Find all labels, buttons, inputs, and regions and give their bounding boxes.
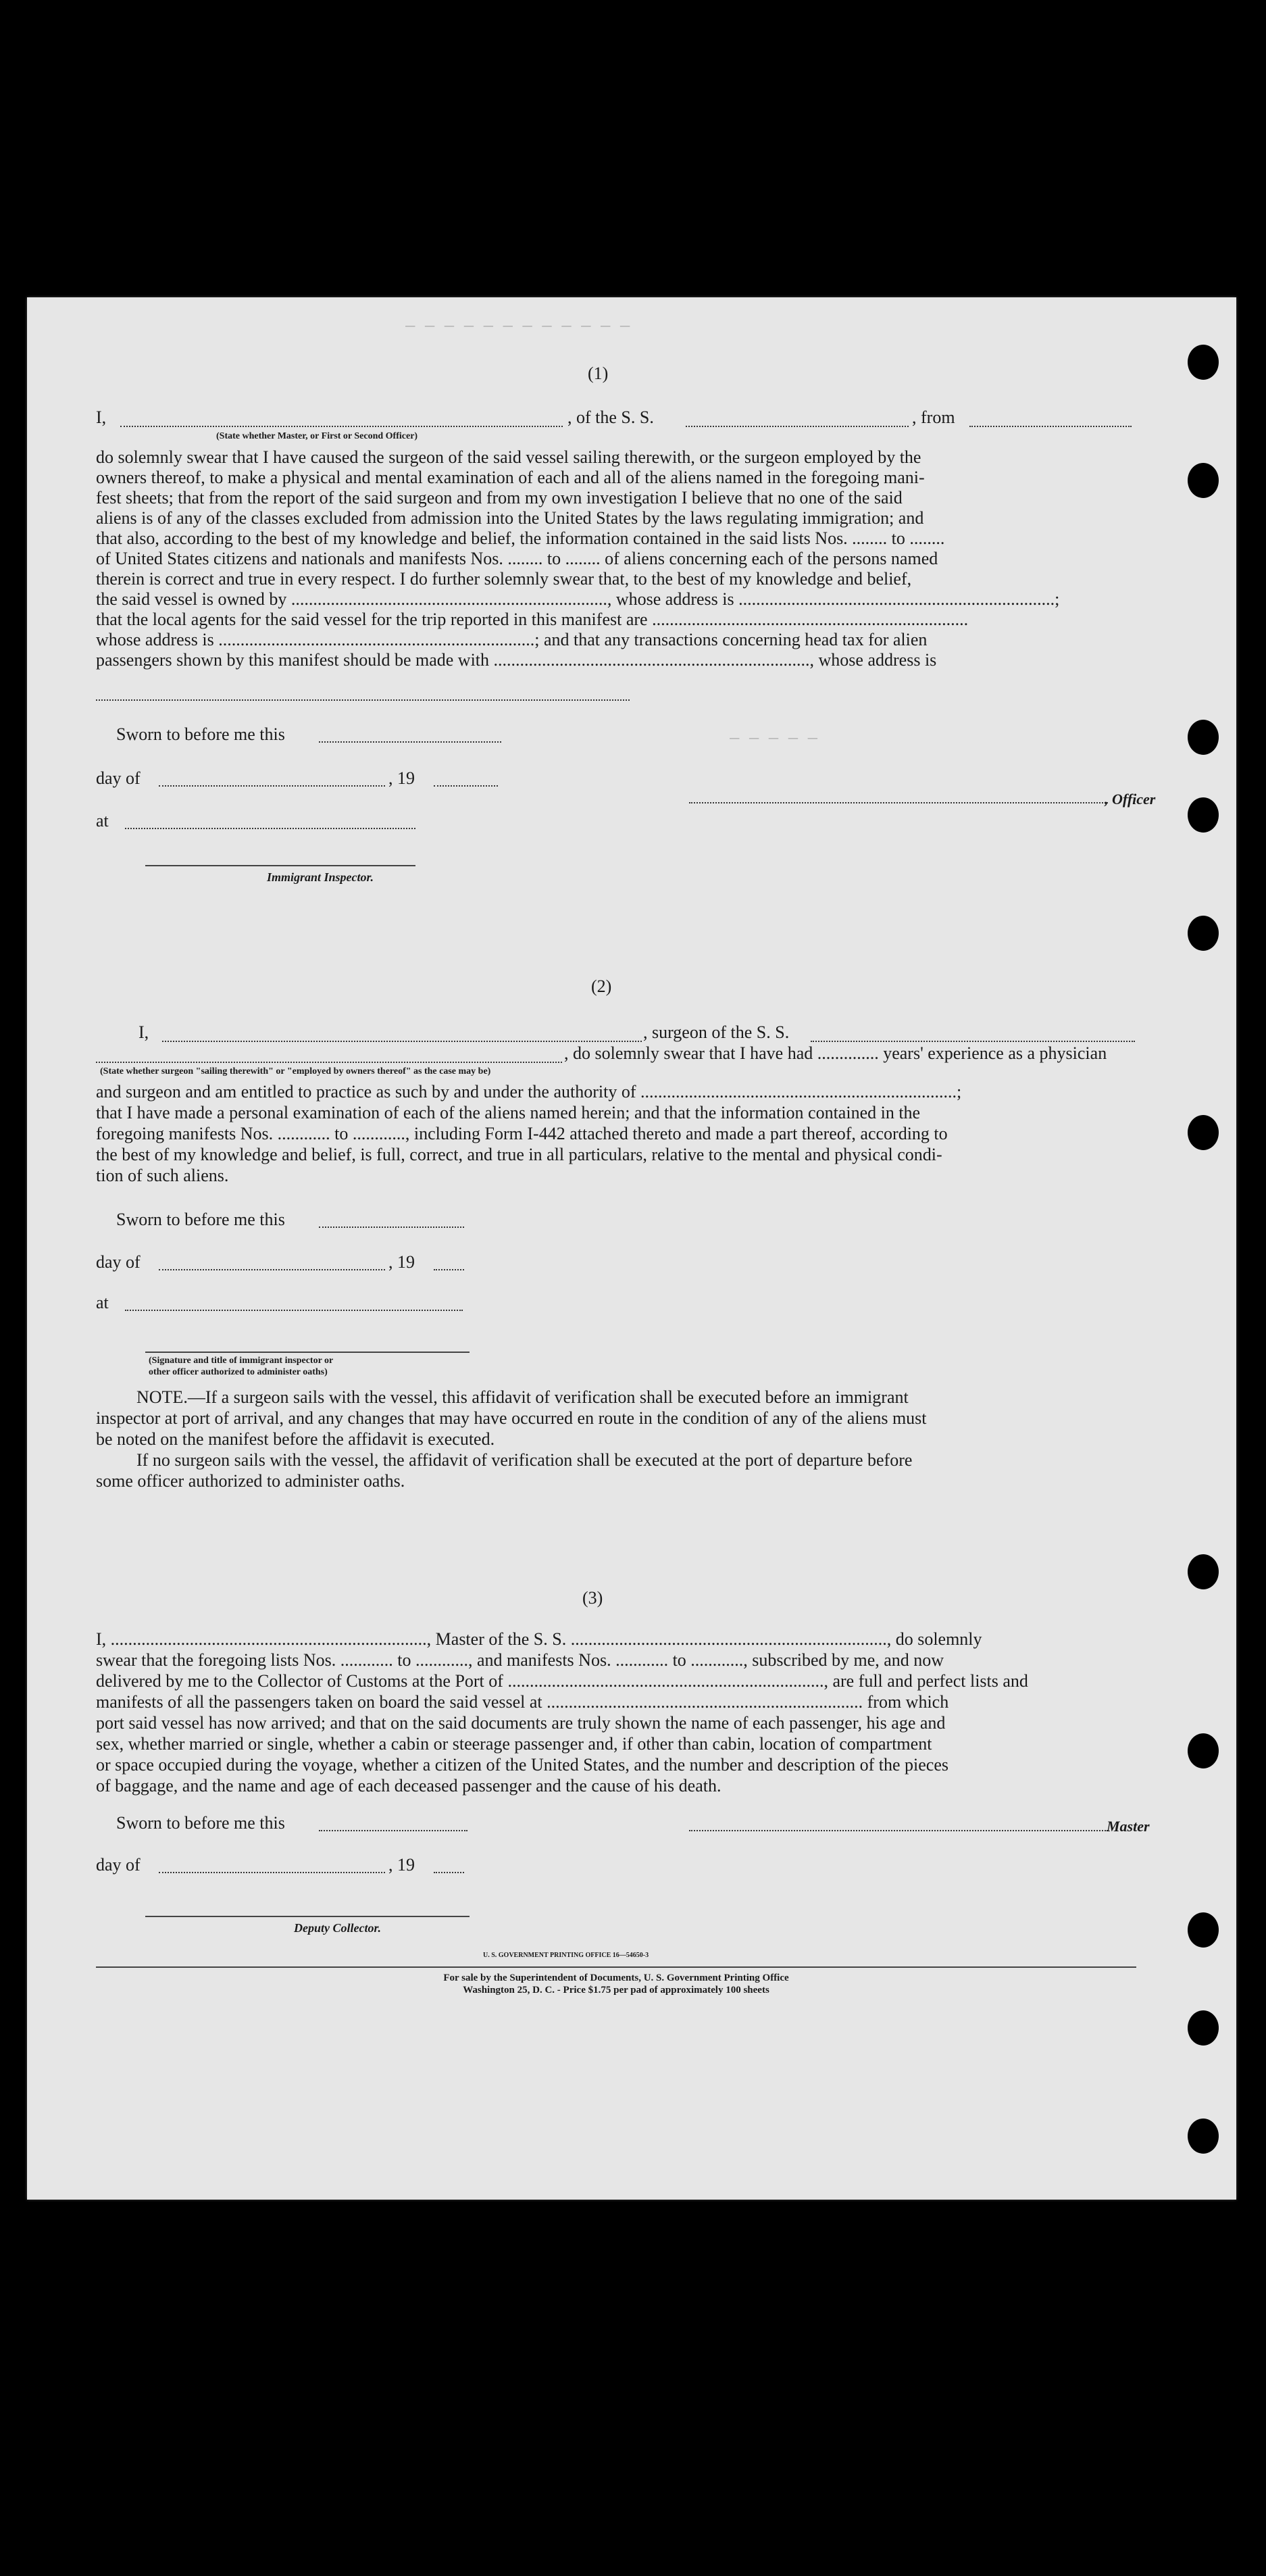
section-number: (3): [582, 1588, 603, 1608]
day-of-label: day of: [96, 1252, 141, 1272]
footer-rule: [96, 1966, 1136, 1968]
text-line: therein is correct and true in every respect. I do further solemnly swear that, to the best of my knowledge and belief,: [96, 569, 912, 589]
from-label: , from: [912, 407, 955, 427]
text-line: fest sheets; that from the report of the said surgeon and from my own investigation I believe that no one of the said: [96, 488, 903, 507]
collector-label: Deputy Collector.: [294, 1921, 381, 1935]
punch-hole: [1188, 916, 1219, 951]
vessel-name-field[interactable]: [686, 426, 909, 427]
inspector-signature-line[interactable]: [145, 865, 415, 866]
day-of-label: day of: [96, 768, 141, 788]
year-field[interactable]: [434, 1872, 464, 1873]
text-line: owners thereof, to make a physical and mental examination of each and all of the aliens named in the foregoing mani-: [96, 468, 925, 487]
at-label: at: [96, 1293, 109, 1312]
location-field[interactable]: [125, 828, 415, 829]
year-label: , 19: [388, 768, 415, 788]
text-line: port said vessel has now arrived; and that on the said documents are truly shown the name of each passenger, his age and: [96, 1713, 946, 1733]
officer-caption: (State whether Master, or First or Second Officer): [216, 431, 418, 441]
punch-hole: [1188, 1733, 1219, 1768]
bleed-through-text: — — — — —: [730, 730, 818, 749]
signature-caption: (Signature and title of immigrant inspector or: [149, 1356, 334, 1366]
punch-hole: [1188, 1115, 1219, 1150]
section-number: (2): [591, 976, 612, 996]
footer-line: For sale by the Superintendent of Documents, U. S. Government Printing Office: [443, 1973, 789, 1983]
text-line: swear that the foregoing lists Nos. ............ to ............, and manifests Nos. ............ to ............, subscribed by me, and now: [96, 1650, 944, 1670]
oath-prefix: I,: [96, 407, 107, 427]
surgeon-experience-line: , do solemnly swear that I have had .............. years' experience as a physician: [564, 1043, 1107, 1063]
text-line: or space occupied during the voyage, whether a citizen of the United States, and the number and description of the pieces: [96, 1755, 949, 1775]
location-field[interactable]: [125, 1310, 463, 1311]
sworn-label: Sworn to before me this: [116, 724, 285, 744]
section3-body: [96, 1629, 1136, 1796]
signature-caption: other officer authorized to administer oaths): [149, 1367, 328, 1377]
punch-hole: [1188, 797, 1219, 833]
text-line: aliens is of any of the classes excluded from admission into the United States by the laws regulating immigration; and: [96, 508, 924, 528]
month-field[interactable]: [159, 1872, 385, 1873]
sworn-date-field[interactable]: [319, 1830, 467, 1831]
at-label: at: [96, 811, 109, 831]
punch-hole: [1188, 1554, 1219, 1589]
master-signature-field[interactable]: [689, 1830, 1108, 1831]
officer-name-field[interactable]: [120, 426, 563, 427]
master-label: Master: [1107, 1818, 1150, 1835]
text-line: that the local agents for the said vessel for the trip reported in this manifest are ........................................................................: [96, 610, 969, 629]
punch-hole: [1188, 1912, 1219, 1948]
sworn-label: Sworn to before me this: [116, 1210, 285, 1229]
punch-hole: [1188, 345, 1219, 380]
text-line: passengers shown by this manifest should be made with ........................................................................, whose address is: [96, 650, 937, 670]
text-line: that I have made a personal examination of each of the aliens named herein; and that the information contained in the: [96, 1103, 921, 1122]
year-label: , 19: [388, 1252, 415, 1272]
text-line: I, ........................................................................, Master of the S. S. ........................................................................, do solemnly: [96, 1629, 982, 1649]
agent-address-field[interactable]: [96, 699, 630, 701]
text-line: of baggage, and the name and age of each deceased passenger and the cause of his death.: [96, 1776, 721, 1795]
text-line: manifests of all the passengers taken on board the said vessel at ........................................................................ from which: [96, 1692, 949, 1712]
punch-hole: [1188, 720, 1219, 755]
year-field[interactable]: [434, 1269, 464, 1270]
text-line: and surgeon and am entitled to practice as such by and under the authority of ........................................................................;: [96, 1082, 962, 1101]
section1-body: [96, 447, 1136, 670]
text-line: the best of my knowledge and belief, is full, correct, and true in all particulars, relative to the mental and physical condi-: [96, 1145, 942, 1164]
note-line: be noted on the manifest before the affidavit is executed.: [96, 1429, 495, 1449]
surgeon-name-field[interactable]: [162, 1041, 642, 1042]
note-line: If no surgeon sails with the vessel, the affidavit of verification shall be executed at the port of departure before: [136, 1450, 913, 1470]
note-line: inspector at port of arrival, and any changes that may have occurred en route in the condition of any of the aliens must: [96, 1408, 927, 1428]
officer-signature-field[interactable]: [689, 802, 1108, 803]
bleed-through-text: — — — — — — — — — — — —: [405, 318, 630, 337]
surgeon-caption: (State whether surgeon "sailing therewith" or "employed by owners thereof" as the case may be): [100, 1066, 491, 1076]
footer-line: Washington 25, D. C. - Price $1.75 per pad of approximately 100 sheets: [463, 1985, 769, 1996]
surgeon-of-ss: , surgeon of the S. S.: [643, 1022, 790, 1042]
text-line: delivered by me to the Collector of Customs at the Port of ........................................................................, are full and perfect lists and: [96, 1671, 1028, 1691]
manifest-sheet: [27, 297, 1236, 2200]
collector-signature-line[interactable]: [145, 1916, 470, 1917]
sworn-label: Sworn to before me this: [116, 1813, 285, 1833]
note-line: NOTE.—If a surgeon sails with the vessel, this affidavit of verification shall be executed before an immigrant: [136, 1387, 909, 1407]
inspector-label: Immigrant Inspector.: [267, 870, 374, 884]
note-line: some officer authorized to administer oaths.: [96, 1471, 405, 1491]
sworn-date-field[interactable]: [319, 1227, 464, 1228]
day-of-label: day of: [96, 1855, 141, 1875]
year-field[interactable]: [434, 785, 498, 787]
surgeon-status-field[interactable]: [96, 1062, 562, 1063]
oath-prefix: I,: [138, 1022, 149, 1042]
officer-label: , Officer: [1105, 791, 1156, 808]
of-the-ss: , of the S. S.: [567, 407, 654, 427]
text-line: do solemnly swear that I have caused the surgeon of the said vessel sailing therewith, or the surgeon employed by the: [96, 447, 921, 467]
section2-body: [96, 1081, 1136, 1186]
section-number: (1): [588, 364, 609, 383]
departure-port-field[interactable]: [969, 426, 1132, 427]
text-line: the said vessel is owned by ........................................................................, whose address is ........................................................................;: [96, 589, 1060, 609]
note-block: [96, 1387, 1136, 1491]
sworn-date-field[interactable]: [319, 741, 501, 743]
gpo-imprint: U. S. GOVERNMENT PRINTING OFFICE 16—54650-3: [483, 1952, 649, 1959]
punch-hole: [1188, 463, 1219, 498]
month-field[interactable]: [159, 785, 385, 787]
text-line: sex, whether married or single, whether a cabin or steerage passenger and, if other than cabin, location of compartment: [96, 1734, 932, 1754]
punch-hole: [1188, 2119, 1219, 2154]
text-line: whose address is ........................................................................; and that any transactions concerning head tax for alien: [96, 630, 928, 649]
year-label: , 19: [388, 1855, 415, 1875]
month-field[interactable]: [159, 1269, 385, 1270]
surgeon-vessel-field[interactable]: [811, 1041, 1135, 1042]
punch-hole: [1188, 2010, 1219, 2046]
text-line: foregoing manifests Nos. ............ to ............, including Form I-442 attached thereto and made a part thereof, according to: [96, 1124, 948, 1143]
inspector-signature-line[interactable]: [145, 1352, 470, 1353]
text-line: tion of such aliens.: [96, 1166, 229, 1185]
text-line: of United States citizens and nationals and manifests Nos. ........ to ........ of aliens concerning each of the persons named: [96, 549, 938, 568]
text-line: that also, according to the best of my knowledge and belief, the information contained in the said lists Nos. ........ to ........: [96, 528, 945, 548]
